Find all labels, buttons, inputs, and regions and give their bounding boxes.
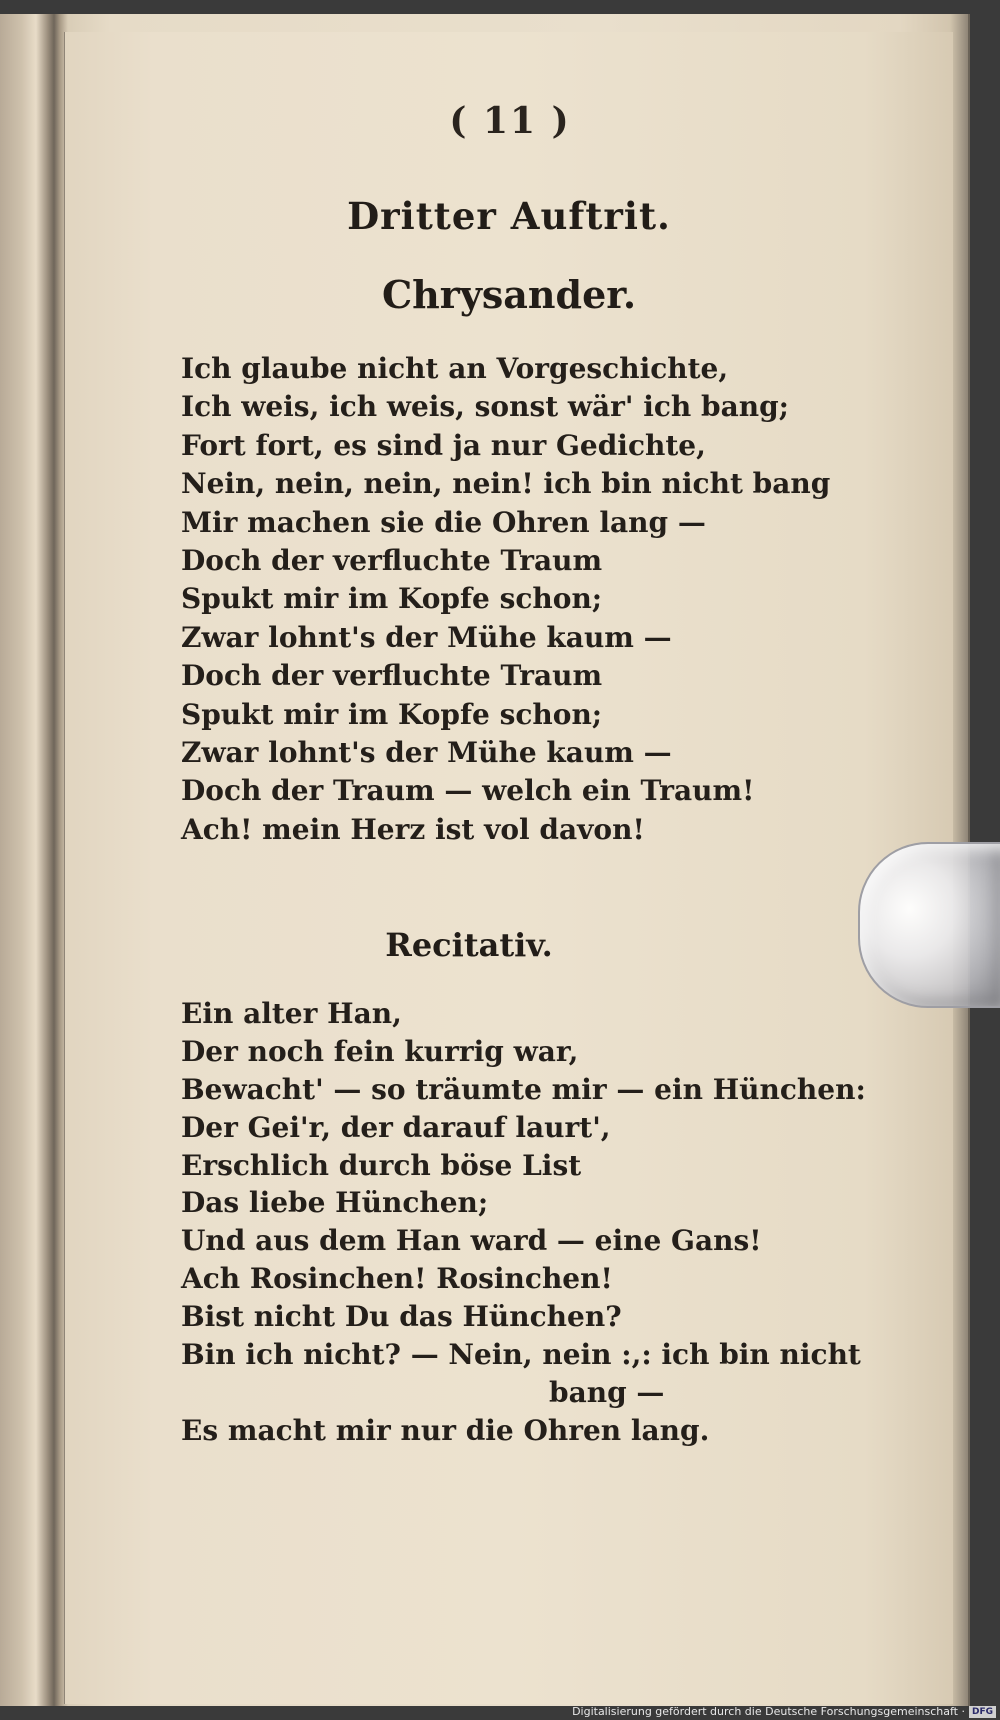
speaker-name: Chrysander. bbox=[381, 272, 637, 317]
book-scan bbox=[0, 14, 970, 1706]
verse-line: Ich glaube nicht an Vorgeschichte, bbox=[181, 352, 729, 385]
verse-line: Bewacht' — so träumte mir — ein Hünchen: bbox=[181, 1072, 866, 1106]
page-number: ( 11 ) bbox=[449, 100, 571, 142]
verse-line: Bist nicht Du das Hünchen? bbox=[181, 1300, 622, 1334]
verse-line: Doch der verfluchte Traum bbox=[181, 543, 603, 577]
verse-line-continuation: bang — bbox=[549, 1375, 665, 1409]
credit-text: Digitalisierung gefördert durch die Deutsche Forschungsgemeinschaft · bbox=[572, 1705, 965, 1718]
verse-line: Nein, nein, nein, nein! ich bin nicht bang bbox=[181, 467, 831, 501]
verse-line: Der Gei'r, der darauf laurt', bbox=[181, 1110, 611, 1144]
book-page bbox=[64, 32, 953, 1704]
digitization-credit bbox=[572, 1704, 996, 1720]
recitativ-heading: Recitativ. bbox=[385, 926, 553, 964]
stanza-recitativ bbox=[181, 995, 881, 1450]
verse-line: Erschlich durch böse List bbox=[181, 1148, 582, 1182]
verse-line: Das liebe Hünchen; bbox=[181, 1186, 489, 1220]
verse-line: Fort fort, es sind ja nur Gedichte, bbox=[181, 428, 706, 462]
verse-line: Ich weis, ich weis, sonst wär' ich bang; bbox=[181, 390, 790, 424]
dfg-logo-icon: DFG bbox=[969, 1706, 996, 1718]
verse-line: Ein alter Han, bbox=[181, 997, 402, 1030]
verse-line: Und aus dem Han ward — eine Gans! bbox=[181, 1224, 762, 1258]
verse-line: Ach Rosinchen! Rosinchen! bbox=[181, 1262, 613, 1296]
verse-line: Doch der verfluchte Traum bbox=[181, 659, 603, 693]
verse-line: Bin ich nicht? — Nein, nein :,: ich bin nicht bbox=[181, 1338, 861, 1372]
verse-line: Spukt mir im Kopfe schon; bbox=[181, 697, 603, 731]
verse-line: Es macht mir nur die Ohren lang. bbox=[181, 1413, 710, 1447]
verse-line: Mir machen sie die Ohren lang — bbox=[181, 505, 706, 539]
verse-line: Zwar lohnt's der Mühe kaum — bbox=[181, 620, 672, 654]
glass-page-holder bbox=[858, 842, 1000, 1008]
verse-line: Zwar lohnt's der Mühe kaum — bbox=[181, 735, 672, 769]
verse-line: Spukt mir im Kopfe schon; bbox=[181, 582, 603, 616]
verse-line: Der noch fein kurrig war, bbox=[181, 1034, 579, 1068]
stanza-chrysander bbox=[181, 350, 881, 849]
scene-title: Dritter Auftrit. bbox=[347, 194, 671, 238]
verse-line: Ach! mein Herz ist vol davon! bbox=[181, 812, 645, 846]
verse-line: Doch der Traum — welch ein Traum! bbox=[181, 774, 755, 808]
